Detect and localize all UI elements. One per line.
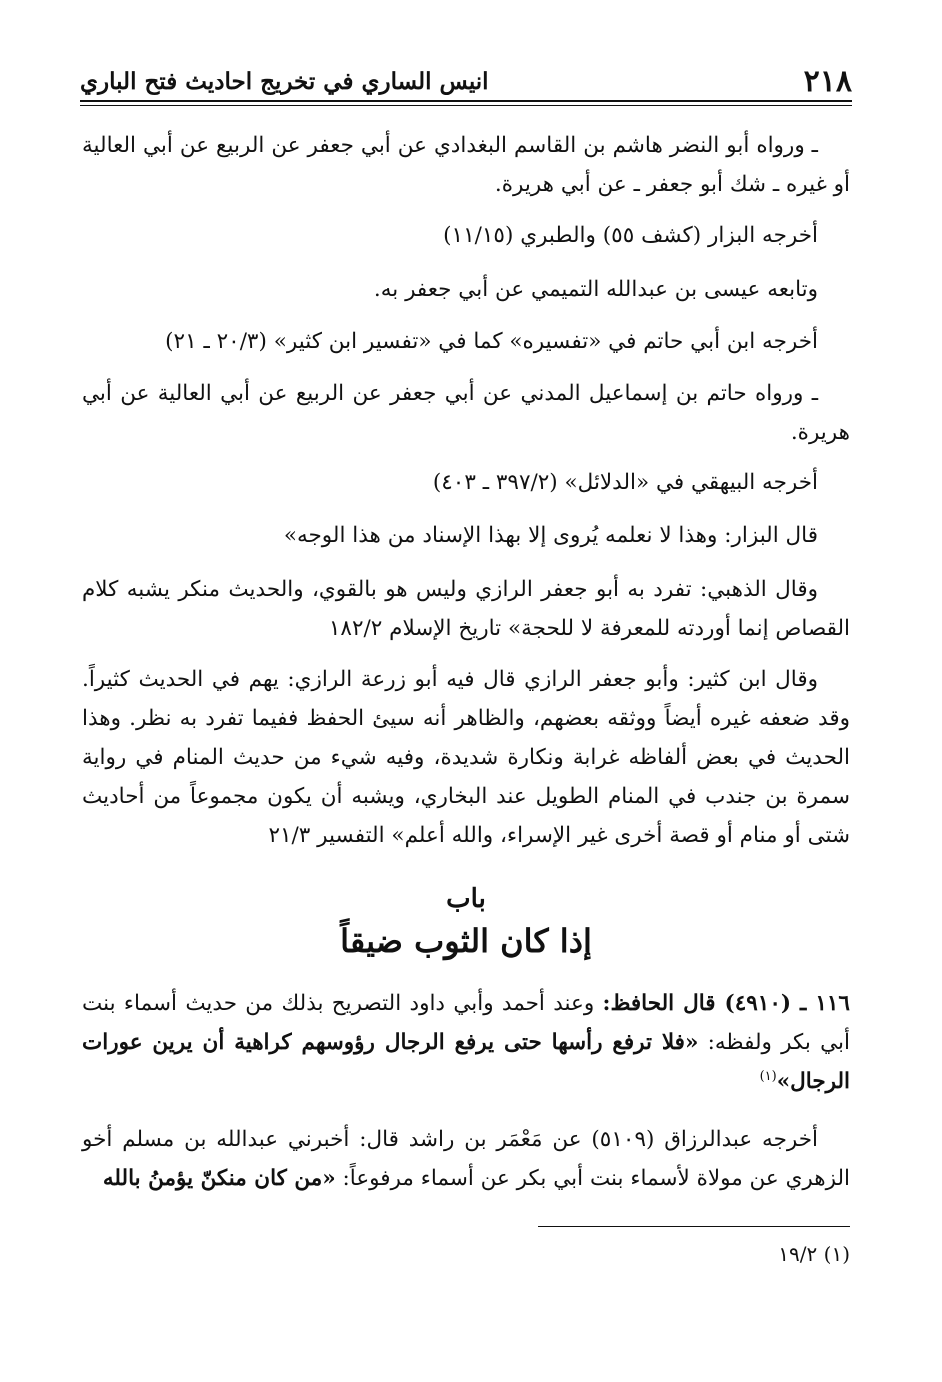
hadith-paragraph (82, 984, 850, 1101)
paragraph: وتابعه عيسى بن عبدالله التميمي عن أبي جعفر به. (373, 277, 818, 302)
takhrij-paragraph (82, 1120, 850, 1198)
running-title: انيس الساري في تخريج احاديث فتح الباري (80, 68, 489, 95)
paragraph: أخرجه البيهقي في «الدلائل» (٣٩٧/٢ ـ ٤٠٣) (432, 470, 818, 495)
hadith-quote: «فلا ترفع رأسها حتى يرفع الرجال رؤوسهم كراهية أن يرين عورات الرجال» (82, 1030, 850, 1094)
paragraph: ـ ورواه أبو النضر هاشم بن القاسم البغدادي عن أبي جعفر عن الربيع عن أبي العالية أو غيره ـ شك أبو جعفر ـ عن أبي هريرة. (82, 133, 850, 197)
paragraph: قال البزار: وهذا لا نعلمه يُروى إلا بهذا الإسناد من هذا الوجه» (283, 523, 818, 548)
paragraph: وقال ابن كثير: وأبو جعفر الرازي قال فيه أبو زرعة الرازي: يهم في الحديث كثيراً. وقد ضعفه غيره أيضاً ووثقه بعضهم، والظاهر أنه سيئ الحفظ ففيما تفرد به نظر. وهذا الحديث في بعض ألفاظه غرابة ونكارة شديدة، وفيه شيء من حديث المنام في رواية سمرة بن جندب في المنام الطويل عند البخاري، ويشبه أن يكون مجموعاً من أحاديث شتى أو منام أو قصة أخرى غير الإسراء، والله أعلم» التفسير ٢١/٣ (82, 667, 850, 848)
paragraph: ـ ورواه حاتم بن إسماعيل المدني عن أبي جعفر عن الربيع عن أبي العالية عن أبي هريرة. (82, 381, 850, 445)
chapter-title: إذا كان الثوب ضيقاً (340, 922, 592, 960)
paragraph: أخرجه البزار (كشف ٥٥) والطبري (١١/١٥) (443, 223, 818, 248)
footnote: (١) ١٩/٢ (778, 1242, 850, 1266)
header-rule (80, 100, 852, 102)
hadith-number: ١١٦ ـ (٤٩١٠) قال الحافظ: (602, 991, 850, 1016)
paragraph: وقال الذهبي: تفرد به أبو جعفر الرازي وليس هو بالقوي، والحديث منكر يشبه كلام القصاص إنما أوردته للمعرفة لا للحجة» تاريخ الإسلام ١٨٢/٢ (82, 577, 850, 641)
page-header (80, 60, 852, 100)
takhrij-text: أخرجه عبدالرزاق (٥١٠٩) عن مَعْمَر بن راشد قال: أخبرني عبدالله بن مسلم أخو الزهري عن مولاة لأسماء بنت أبي بكر عن أسماء مرفوعاً: (82, 1127, 850, 1191)
footnote-marker: (١) (759, 1068, 777, 1084)
paragraph: أخرجه ابن أبي حاتم في «تفسيره» كما في «تفسير ابن كثير» (٢٠/٣ ـ ٢١) (165, 329, 818, 354)
chapter-label: باب (446, 884, 486, 914)
takhrij-quote: «من كان منكنّ يؤمنُ بالله (102, 1166, 336, 1191)
hadith-intro: وعند أحمد وأبي داود التصريح بذلك من حديث أسماء بنت أبي بكر ولفظه: (82, 991, 850, 1055)
header-rule-thin (80, 105, 852, 106)
footnote-rule (538, 1226, 850, 1227)
page-number: ٢١٨ (803, 64, 852, 99)
